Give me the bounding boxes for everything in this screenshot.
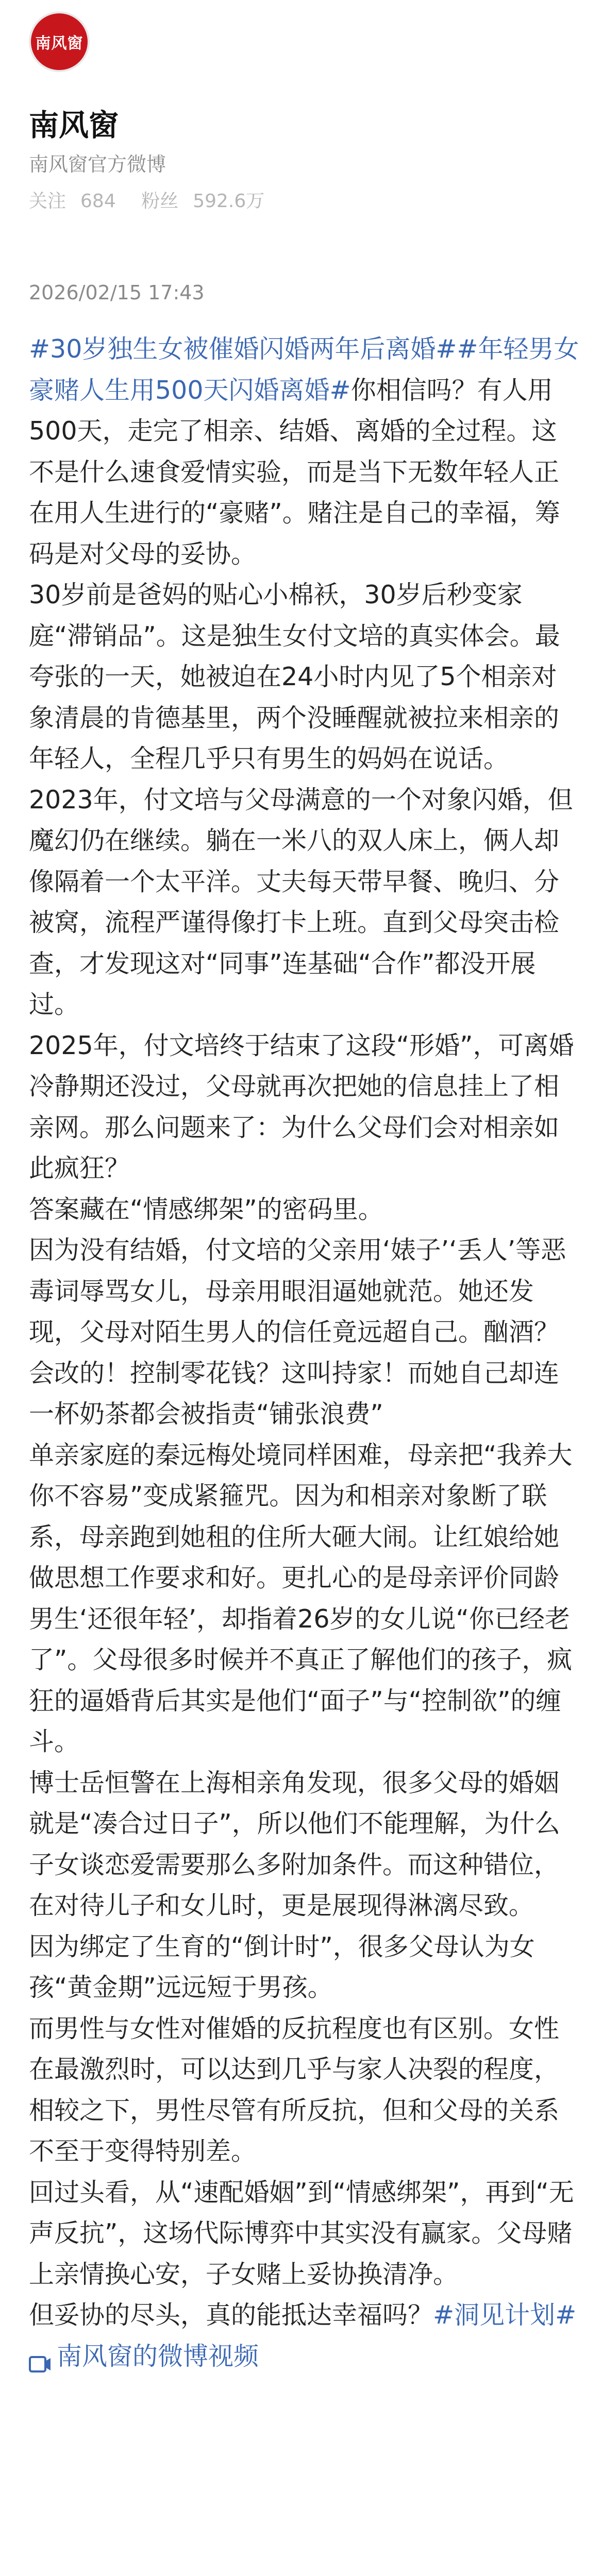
account-name[interactable]: 南风窗 <box>29 108 119 143</box>
hashtag-link[interactable]: #洞见计划# <box>433 2300 577 2330</box>
paragraph-intro <box>29 329 580 574</box>
fans-count: 592.6万 <box>193 191 265 212</box>
paragraph: 因为绑定了生育的“倒计时”，很多父母认为女孩“黄金期”远远短于男孩。 <box>29 1931 535 2002</box>
post-body <box>29 329 580 2377</box>
paragraph: 30岁前是爸妈的贴心小棉袄，30岁后秒变家庭“滞销品”。这是独生女付文培的真实体会。最夸张的一天，她被迫在24小时内见了5个相亲对象清晨的肯德基里，两个没睡醒就被拉来相亲的年轻人，全程几乎只有男生的妈妈在说话。 <box>29 580 560 773</box>
post-header <box>0 0 603 304</box>
paragraph-text: 但妥协的尽头，真的能抵达幸福吗？ <box>29 2300 433 2330</box>
paragraph: 2025年，付文培终于结束了这段“形婚”，可离婚冷静期还没过，父母就再次把她的信息挂上了相亲网。那么问题来了：为什么父母们会对相亲如此疯狂？ <box>29 1030 574 1183</box>
paragraph: 回过头看，从“速配婚姻”到“情感绑架”，再到“无声反抗”，这场代际博弈中其实没有赢家。父母赌上亲情换心安，子女赌上妥协换清净。 <box>29 2177 574 2289</box>
paragraph: 博士岳恒警在上海相亲角发现，很多父母的婚姻就是“凑合过日子”，所以他们不能理解，为什么子女谈恋爱需要那么多附加条件。而这种错位，在对待儿子和女儿时，更是展现得淋漓尽致。 <box>29 1768 560 1920</box>
paragraph-closing <box>29 2295 580 2336</box>
hashtag-link[interactable]: #年轻男女豪赌人生用500天闪婚离婚# <box>29 334 579 405</box>
account-stats <box>29 187 279 213</box>
paragraph: 而男性与女性对催婚的反抗程度也有区别。女性在最激烈时，可以达到几乎与家人决裂的程度，相较之下，男性尽管有所反抗，但和父母的关系不至于变得特别差。 <box>29 2013 560 2166</box>
follow-label: 关注 <box>29 191 66 212</box>
account-description: 南风窗官方微博 <box>29 153 166 176</box>
paragraph: 因为没有结婚，付文培的父亲用‘婊子’‘丢人’等恶毒词辱骂女儿，母亲用眼泪逼她就范。她还发现，父母对陌生男人的信任竟远超自己。酗酒？会改的！控制零花钱？这叫持家！而她自己却连一杯奶茶都会被指责“铺张浪费” <box>29 1235 566 1429</box>
follow-count: 684 <box>80 191 116 212</box>
video-icon <box>29 2346 52 2366</box>
paragraph: 单亲家庭的秦远梅处境同样困难，母亲把“我养大你不容易”变成紧箍咒。因为和相亲对象断了联系，母亲跑到她租的住所大砸大闹。让红娘给她做思想工作要求和好。更扎心的是母亲评价同龄男生‘还很年轻’，却指着26岁的女儿说“你已经老了”。父母很多时候并不真正了解他们的孩子，疯狂的逼婚背后其实是他们“面子”与“控制欲”的缠斗。 <box>29 1440 573 1756</box>
hashtag-link[interactable]: #30岁独生女被催婚闪婚两年后离婚# <box>29 334 457 364</box>
paragraph: 2023年，付文培与父母满意的一个对象闪婚，但魔幻仍在继续。躺在一米八的双人床上，俩人却像隔着一个太平洋。丈夫每天带早餐、晚归、分被窝，流程严谨得像打卡上班。直到父母突击检查，才发现这对“同事”连基础“合作”都没开展过。 <box>29 785 573 1019</box>
video-link-label: 南风窗的微博视频 <box>57 2341 259 2371</box>
post-timestamp: 2026/02/15 17:43 <box>29 281 205 304</box>
video-link[interactable] <box>29 2336 580 2377</box>
avatar-logo-text: 南风窗 <box>35 35 83 53</box>
account-avatar[interactable] <box>29 11 90 72</box>
paragraph-text: 你相信吗？有人用500天，走完了相亲、结婚、离婚的全过程。这不是什么速食爱情实验，而是当下无数年轻人正在用人生进行的“豪赌”。赌注是自己的幸福，筹码是对父母的妥协。 <box>29 375 560 569</box>
paragraph: 答案藏在“情感绑架”的密码里。 <box>29 1194 383 1224</box>
fans-label: 粉丝 <box>141 191 179 212</box>
